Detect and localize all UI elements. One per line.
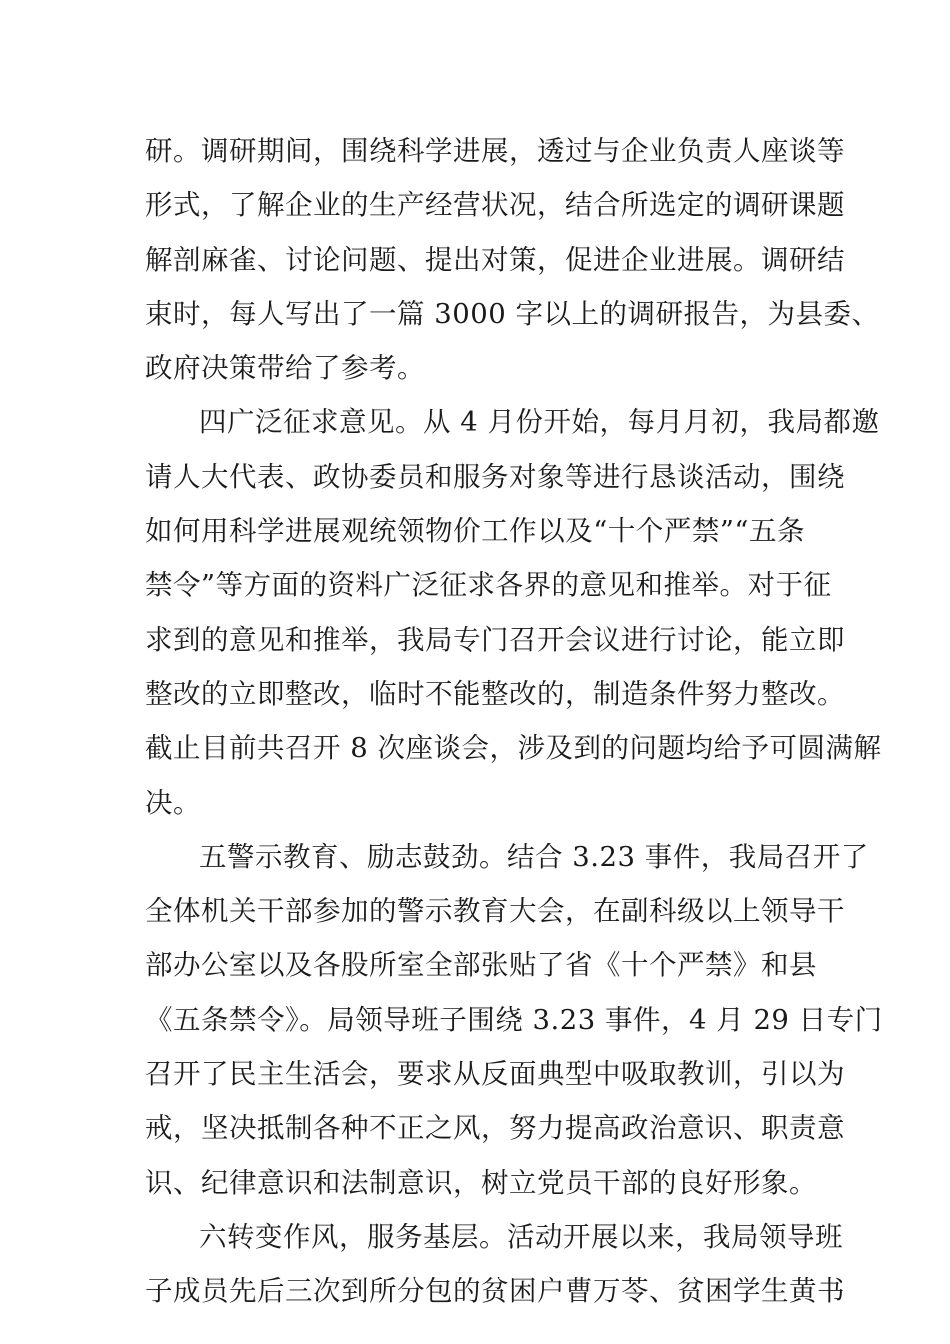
text-line: 四广泛征求意见。从 4 月份开始，每月月初，我局都邀 [199,406,880,439]
text-line: 如何用科学进展观统领物价工作以及“十个严禁”“五条 [145,515,805,548]
text-line: 识、纪律意识和法制意识，树立党员干部的良好形象。 [145,1166,817,1199]
text-line: 请人大代表、政协委员和服务对象等进行恳谈活动，围绕 [145,460,845,493]
text-line: 研。调研期间，围绕科学进展，透过与企业负责人座谈等 [145,135,845,167]
text-line: 子成员先后三次到所分包的贫困户曹万苓、贫困学生黄书 [145,1275,845,1308]
text-line: 求到的意见和推举，我局专门召开会议进行讨论，能立即 [145,623,845,656]
text-line: 全体机关干部参加的警示教育大会，在副科级以上领导干 [145,895,845,928]
text-line: 召开了民主生活会，要求从反面典型中吸取教训，引以为 [145,1058,845,1091]
text-line: 束时，每人写出了一篇 3000 字以上的调研报告，为县委、 [145,297,880,330]
text-line: 决。 [145,786,201,819]
text-line: 戒，坚决抵制各种不正之风，努力提高政治意识、职责意 [145,1112,845,1145]
text-line: 禁令”等方面的资料广泛征求各界的意见和推举。对于征 [145,569,832,602]
text-line: 《五条禁令》。局领导班子围绕 3.23 事件，4 月 29 日专门 [145,1003,883,1036]
text-line: 形式，了解企业的生产经营状况，结合所选定的调研课题 [145,189,845,222]
text-line: 整改的立即整改，临时不能整改的，制造条件努力整改。 [145,677,845,710]
text-line: 六转变作风，服务基层。活动开展以来，我局领导班 [199,1220,843,1253]
text-line: 截止目前共召开 8 次座谈会，涉及到的问题均给予可圆满解 [145,732,882,765]
body-text [145,124,883,1319]
text-line: 解剖麻雀、讨论问题、提出对策，促进企业进展。调研结 [145,243,845,276]
text-line: 五警示教育、励志鼓劲。结合 3.23 事件，我局召开了 [199,840,869,873]
text-line: 部办公室以及各股所室全部张贴了省《十个严禁》和县 [145,949,817,982]
text-line: 政府决策带给了参考。 [145,352,425,385]
